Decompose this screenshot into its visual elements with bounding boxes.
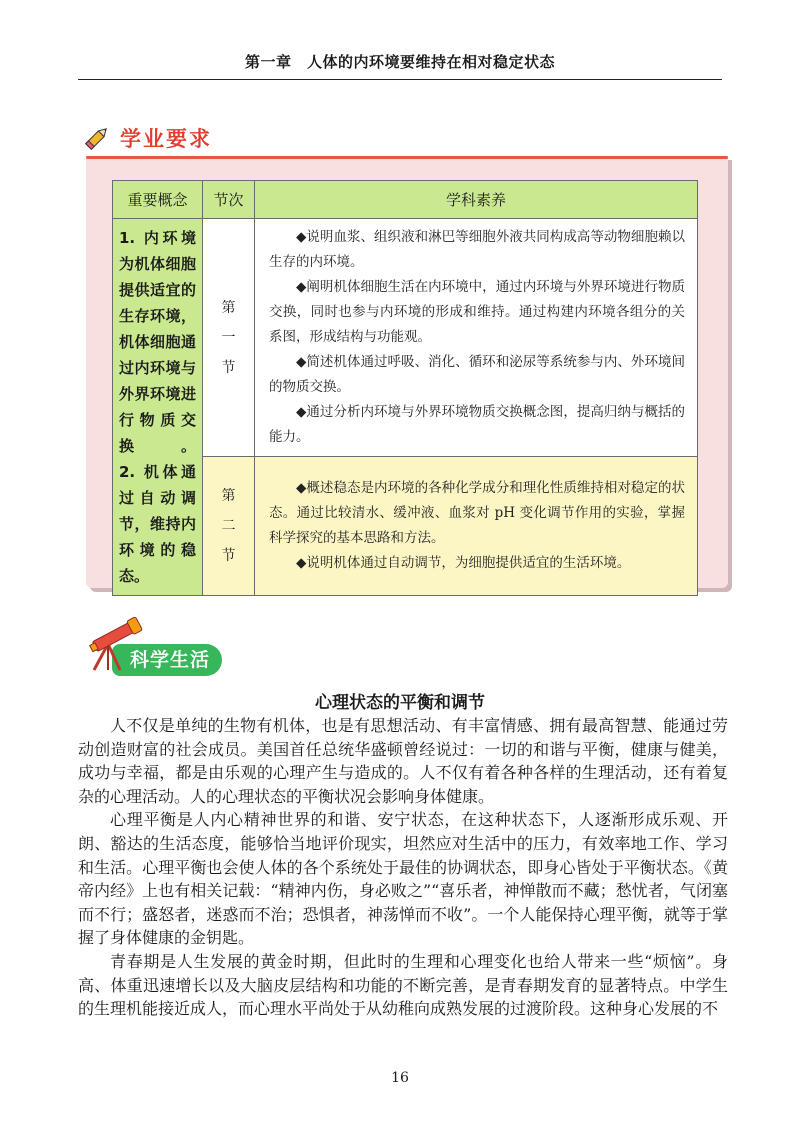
header-section: 节次: [203, 181, 255, 219]
concept-cell: [113, 219, 203, 596]
telescope-icon: [86, 614, 148, 672]
article-paragraph: 青春期是人生发展的黄金时期，但此时的生理和心理变化也给人带来一些“烦恼”。身高、体重迅速增长以及大脑皮层结构和功能的不断完善，是青春期发育的显著特点。中学生的生理机能接近成人，而心理水平尚处于从幼稚向成熟发展的过渡阶段。这种身心发展的不: [78, 951, 728, 1019]
article-paragraph: 心理平衡是人内心精神世界的和谐、安宁状态，在这种状态下，人逐渐形成乐观、开朗、豁达的生活态度，能够恰当地评价现实，坦然应对生活中的压力，有效率地工作、学习和生活。心理平衡也会使人体的各个系统处于最佳的协调状态，即身心皆处于平衡状态。《黄帝内经》上也有相关记载：“精神内伤，身必败之”“喜乐者，神惮散而不藏；愁忧者，气闭塞而不行；盛怒者，迷惑而不治；恐惧者，神荡惮而不收”。一个人能保持心理平衡，就等于掌握了身体健康的金钥匙。: [78, 810, 728, 948]
requirements-table: [112, 180, 698, 596]
table-row: [113, 219, 698, 457]
article-title: 心理状态的平衡和调节: [315, 693, 485, 713]
section-1-label: 第 一 节: [221, 299, 236, 376]
literacy-2-cell: [255, 457, 698, 596]
page-number: 16: [391, 1070, 409, 1086]
article-body: [78, 714, 728, 1021]
science-life-label: 科学生活: [130, 649, 211, 671]
header-concept: 重要概念: [113, 181, 203, 219]
running-header: [78, 44, 722, 80]
article-paragraph: 人不仅是单纯的生物有机体，也是有思想活动、有丰富情感、拥有最高智慧、能通过劳动创造财富的社会成员。美国首任总统华盛顿曾经说过：一切的和谐与平衡，健康与健美，成功与幸福，都是由乐观的心理产生与造成的。人不仅有着各种各样的生理活动，还有着复杂的心理活动。人的心理状态的平衡状况会影响身体健康。: [78, 716, 728, 806]
chapter-title: 第一章 人体的内环境要维持在相对稳定状态: [244, 53, 555, 71]
requirements-heading: [82, 120, 212, 156]
pencil-icon: [82, 123, 112, 153]
requirements-title: 学业要求: [120, 127, 212, 151]
literacy-item: ◆概述稳态是内环境的各种化学成分和理化性质维持相对稳定的状态。通过比较清水、缓冲液、血浆对 pH 变化调节作用的实验，掌握科学探究的基本思路和方法。: [269, 480, 685, 546]
section-1-cell: [203, 219, 255, 457]
requirements-rule: [86, 156, 728, 159]
section-2-label: 第 二 节: [221, 488, 236, 564]
concept-1: 1. 内环境为机体细胞提供适宜的生存环境，机体细胞通过内环境与外界环境进行物质交换。: [119, 229, 196, 455]
header-literacy: 学科素养: [255, 181, 698, 219]
science-life-heading: [86, 614, 226, 674]
literacy-item: ◆阐明机体细胞生活在内环境中，通过内环境与外界环境进行物质交换，同时也参与内环境的形成和维持。通过构建内环境各组分的关系图，形成结构与功能观。: [269, 279, 685, 345]
table-header-row: [113, 181, 698, 219]
literacy-1-cell: [255, 219, 698, 457]
section-2-cell: [203, 457, 255, 596]
concept-2: 2. 机体通过自动调节，维持内环境的稳态。: [119, 463, 196, 585]
literacy-item: ◆说明血浆、组织液和淋巴等细胞外液共同构成高等动物细胞赖以生存的内环境。: [269, 229, 685, 270]
literacy-item: ◆说明机体通过自动调节，为细胞提供适宜的生活环境。: [296, 555, 631, 571]
literacy-item: ◆简述机体通过呼吸、消化、循环和泌尿等系统参与内、外环境间的物质交换。: [269, 354, 685, 395]
literacy-item: ◆通过分析内环境与外界环境物质交换概念图，提高归纳与概括的能力。: [269, 404, 685, 445]
